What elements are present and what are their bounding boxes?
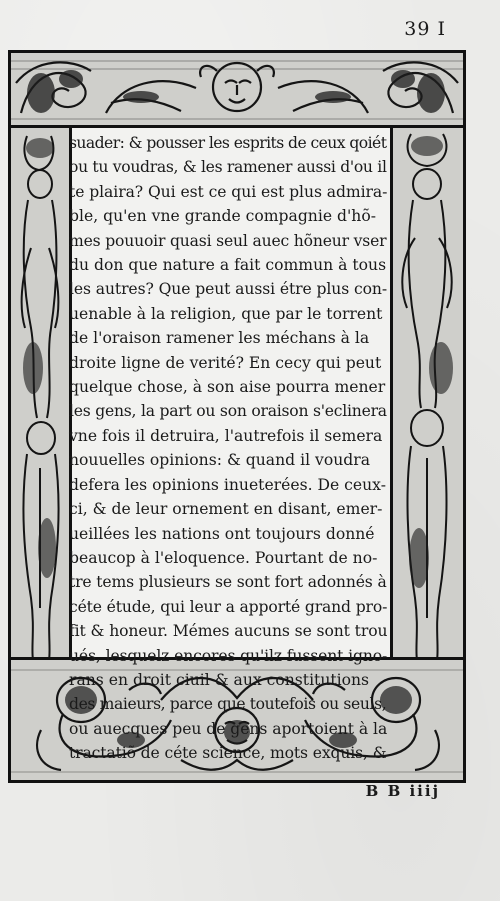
text-line: droite ligne de verité? En cecy qui peut [69, 353, 382, 372]
text-line: tractatiõ de céte science, mots exquis, & [69, 744, 387, 763]
right-figure-column [390, 128, 463, 660]
text-line: des maieurs, parce que toutefois ou seuls, [69, 695, 387, 714]
text-line: tre tems plusieurs se sont fort adonnés à [69, 573, 387, 592]
text-line: suader: & pousser les esprits de ceux qoiét [69, 134, 387, 152]
standing-figure-ornament [393, 128, 463, 660]
text-line: du don que nature a fait commun à tous [69, 256, 387, 275]
text-line: mes pouuoir quasi seul auec hõneur vser [69, 231, 387, 250]
page-number: 39 I [404, 18, 446, 40]
text-line: fit & honeur. Mémes aucuns se sont trou [69, 622, 388, 641]
text-line: nouuelles opinions: & quand il voudra [69, 451, 370, 470]
text-line: les autres? Que peut aussi étre plus con- [69, 280, 388, 299]
standing-figure-ornament [11, 128, 69, 660]
text-line: quelque chose, à son aise pourra mener [69, 378, 386, 397]
top-ornament-band [11, 53, 463, 128]
text-line: beaucop à l'eloquence. Pourtant de no- [69, 548, 378, 567]
text-line: ués, lesquelz encores qu'ilz fussent igno- [69, 646, 388, 665]
text-line: vne fois il detruira, l'autrefois il semera [69, 426, 383, 445]
text-line: uenable à la religion, que par le torrent [69, 304, 383, 323]
text-line: de l'oraison ramener les méchans à la [69, 329, 370, 348]
text-line: ble, qu'en vne grande compagnie d'hõ- [69, 207, 376, 226]
signature-mark: B B iiij [365, 782, 440, 800]
text-line: ou tu voudras, & les ramener aussi d'ou il [69, 158, 387, 177]
text-line: defera les opinions inueterées. De ceux- [69, 475, 386, 494]
mask-foliage-ornament [11, 53, 463, 125]
text-line: ci, & de leur ornement en disant, emer- [69, 500, 383, 519]
text-line: céte étude, qui leur a apporté grand pro- [69, 597, 388, 616]
text-line: rans en droit ciuil & aux constitutions [69, 670, 370, 689]
text-line: ueillées les nations ont toujours donné [69, 524, 375, 543]
body-text [69, 131, 387, 766]
text-line: ou auecques peu de gens aportoient à la [69, 719, 388, 738]
text-line: les gens, la part ou son oraison s'eclinera [69, 402, 387, 421]
left-figure-column [11, 128, 72, 660]
text-line: te plaira? Qui est ce qui est plus admira- [69, 182, 388, 201]
